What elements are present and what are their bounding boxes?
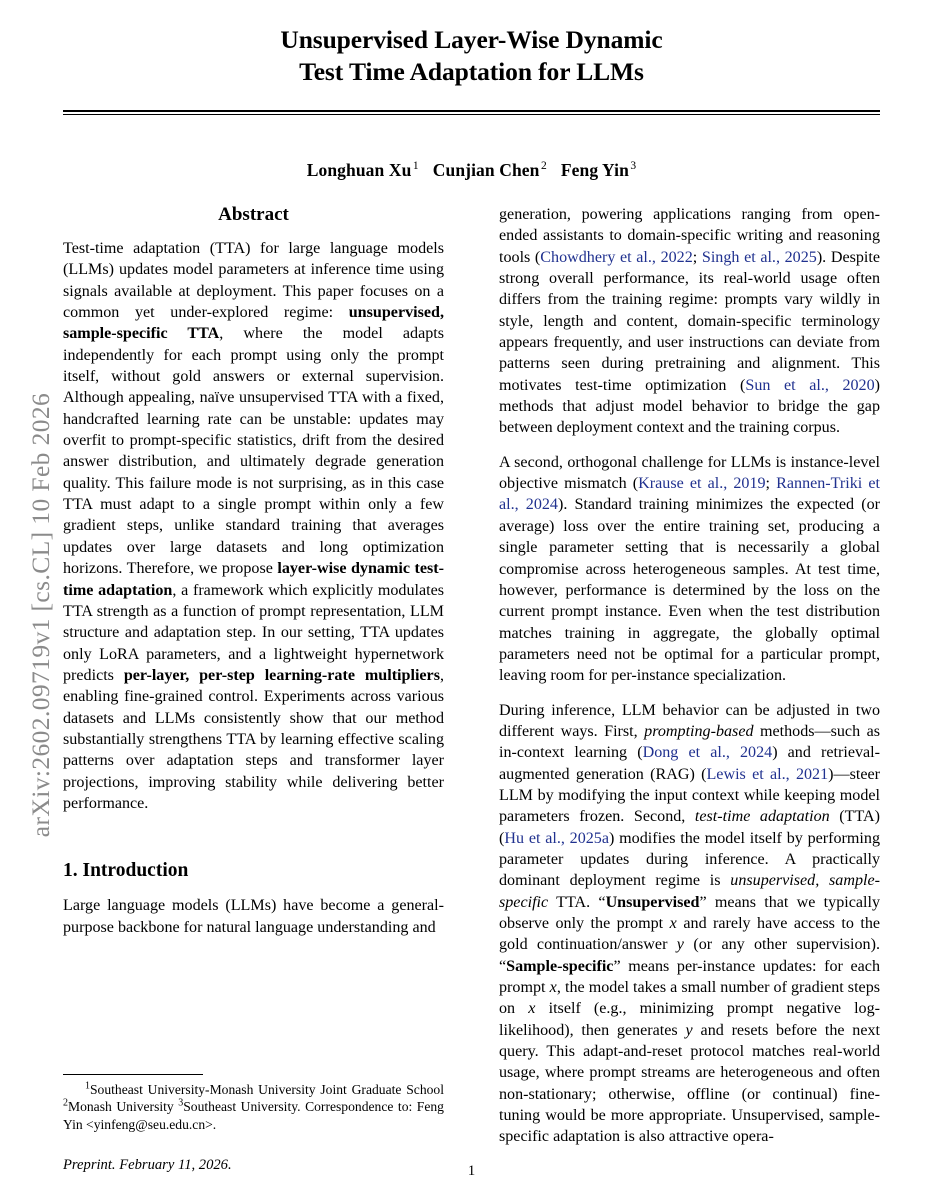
footnote-marker-2: 2 — [63, 1097, 68, 1109]
rp3-text-f: ) modifies the model itself by performing parameter updates during inference. A practically dominant deployment regime is — [499, 829, 880, 890]
introduction-paragraph-1: Large language models (LLMs) have become a general-purpose backbone for natural language understanding and — [63, 897, 444, 936]
citation-chowdhery-2022[interactable]: Chowdhery et al., 2022 — [540, 248, 693, 266]
page-title-line-2: Test Time Adaptation for LLMs — [299, 57, 644, 86]
citation-krause-2019[interactable]: Krause et al., 2019 — [638, 475, 766, 493]
italic-prompting-based: prompting-based — [644, 722, 754, 740]
author-3-name: Feng Yin — [560, 160, 629, 181]
author-2-affiliation-marker: 2 — [541, 160, 547, 173]
arxiv-identifier-stamp: arXiv:2602.09719v1 [cs.CL] 10 Feb 2026 — [26, 392, 55, 838]
rp1-text-a: generation, powering applications ranging from open-ended assistants to domain-specific writing and reasoning tools ( — [499, 206, 880, 266]
author-list — [63, 160, 880, 181]
footnote-divider-rule — [63, 1074, 203, 1075]
page-title-line-1: Unsupervised Layer-Wise Dynamic — [280, 25, 663, 54]
rp3-text-h: ” means that we typically observe only the prompt — [499, 893, 880, 932]
footnote-marker-1: 1 — [85, 1080, 90, 1092]
bold-unsupervised: Unsupervised — [605, 893, 700, 911]
rp3-text-k: ” means per-instance updates: for each prompt — [499, 957, 880, 997]
rp1-text-b: ). Despite strong overall performance, its real-world usage often differs from the training regime: prompts vary wildly in style, length and content, domain-specific terminology appears frequently, and user instructions can deviate from patterns seen during pretraining and alignment. This motivates test-time optimization ( — [499, 248, 880, 394]
math-variable-x-1: x — [669, 915, 677, 932]
title-block — [63, 0, 880, 115]
abstract-text-e: , a framework which explicitly modulates TTA strength as a function of prompt representation, LLM structure and adaptation step. In our setting, TTA updates only LoRA parameters, and a lightweight hypernetwork predicts — [63, 581, 444, 684]
footnote-affiliation-2: Monash University — [68, 1099, 179, 1115]
rp3-text-a: During inference, LLM behavior can be adjusted in two different ways. First, — [499, 701, 880, 740]
footnote-marker-3: 3 — [178, 1097, 184, 1109]
math-variable-y-2: y — [685, 1021, 693, 1039]
author-3 — [561, 160, 636, 180]
rp3-text-n: and resets before the next query. This adapt-and-reset protocol matches real-world usage, where prompt streams are heterogeneous and often non-stationary; otherwise, offline (or continual) fine-tuning would be more appropriate. Unsupervised, sample-specific adaptation is also attractive opera- — [499, 1021, 880, 1146]
citation-lewis-2021[interactable]: Lewis et al., 2021 — [706, 765, 829, 783]
rp3-text-d: )—steer LLM by modifying the input context while keeping model parameters frozen. Second, — [499, 765, 880, 826]
abstract-text-g: , enabling fine-grained control. Experiments across various datasets and LLMs consistently show that our method substantially strengthens TTA by learning effective scaling patterns over adaptation steps and transformer layer projections, improving stability while delivering better performance. — [63, 666, 444, 812]
two-column-body — [63, 204, 880, 1194]
citation-hu-2025a[interactable]: Hu et al., 2025a — [504, 829, 610, 847]
author-1-affiliation-marker: 1 — [412, 160, 419, 173]
author-1 — [307, 160, 419, 180]
rp3-text-l: , the model takes a small number of gradient steps on — [499, 979, 880, 1018]
citation-dong-2024[interactable]: Dong et al., 2024 — [642, 744, 773, 762]
bold-sample-specific: Sample-specific — [506, 957, 614, 975]
italic-unsupervised-sample-specific: unsupervised, sample-specific — [499, 872, 880, 911]
rp3-text-g: TTA. “ — [548, 893, 606, 911]
right-paragraph-3 — [499, 700, 880, 1148]
rp3-text-i: and rarely have access to the gold continuation/answer — [499, 915, 881, 954]
page-number: 1 — [467, 1163, 476, 1179]
rp1-semicolon: ; — [692, 248, 702, 266]
rp3-text-e: (TTA) ( — [499, 808, 880, 847]
left-column — [63, 204, 444, 938]
right-paragraph-1 — [499, 204, 880, 439]
section-heading-introduction: 1. Introduction — [63, 860, 189, 882]
right-column — [499, 204, 880, 1161]
rp3-text-c: ) and retrieval-augmented generation (RAG) ( — [499, 744, 880, 783]
citation-sun-2020[interactable]: Sun et al., 2020 — [745, 376, 875, 394]
abstract-text-c: , where the model adapts independently for each prompt using only the prompt itself, without gold answers or external supervision. Although appealing, naïve unsupervised TTA with a fixed, handcrafted learning rate can be unstable: updates may overfit to prompt-specific statistics, drift from the desired answer distribution, and ultimately degrade generation quality. This failure mode is not surprising, as in this case TTA must adapt to a single prompt within only a few gradient steps, unlike standard training that averages updates over large datasets and long optimization horizons. Therefore, we propose — [63, 325, 445, 578]
footnote-affiliation-1: Southeast University-Monash University Joint Graduate School — [90, 1082, 444, 1097]
footnote-affiliation-3: Southeast University. Correspondence to: Feng Yin <yinfeng@seu.edu.cn>. — [63, 1099, 444, 1132]
rp3-text-j: (or any other supervision). “ — [499, 936, 880, 975]
page-title — [63, 24, 880, 88]
abstract-bold-layer-wise-dynamic-tta: layer-wise dynamic test-time adaptation — [63, 560, 444, 599]
right-paragraph-2 — [499, 452, 880, 687]
preprint-notice: Preprint. February 11, 2026. — [63, 1157, 232, 1174]
abstract-bold-per-layer-per-step-multipliers: per-layer, per-step learning-rate multipliers — [123, 666, 440, 684]
rp2-text-b: ). Standard training minimizes the expected (or average) loss over the entire training set, producing a single parameter setting that is necessarily a global compromise across heterogeneous samples. At test time, however, performance is determined by the loss on the current prompt instance. Even when the test distribution matches training in aggregate, the globally optimal parameters need not be optimal for a particular prompt, leaving room for per-instance specialization. — [499, 496, 880, 685]
rp2-semicolon: ; — [765, 475, 777, 493]
math-variable-x-3: x — [528, 1000, 536, 1018]
paper-page — [63, 0, 880, 1200]
abstract-paragraph — [63, 238, 444, 814]
citation-singh-2025[interactable]: Singh et al., 2025 — [701, 248, 817, 266]
author-3-affiliation-marker: 3 — [630, 160, 637, 173]
author-1-name: Longhuan Xu — [306, 160, 412, 181]
rp2-text-a: A second, orthogonal challenge for LLMs is instance-level objective mismatch ( — [499, 453, 880, 493]
math-variable-x-2: x — [549, 979, 557, 997]
footnote-affiliations — [63, 1081, 444, 1133]
abstract-text-a: Test-time adaptation (TTA) for large language models (LLMs) updates model parameters at inference time using signals available at deployment. This paper focuses on a common yet under-explored regime: — [63, 240, 444, 322]
rp3-text-m: itself (e.g., minimizing prompt negative log-likelihood), then generates — [499, 1000, 880, 1039]
abstract-bold-unsupervised-sample-specific-tta: unsupervised, sample-specific TTA — [63, 304, 444, 343]
spacer — [63, 814, 444, 860]
citation-rannen-triki-2024[interactable]: Rannen-Triki et al., 2024 — [499, 475, 881, 514]
abstract-heading: Abstract — [218, 204, 289, 225]
footnote-block — [63, 1074, 444, 1174]
italic-test-time-adaptation: test-time adaptation — [694, 808, 830, 826]
math-variable-y-1: y — [676, 936, 685, 954]
author-2 — [433, 160, 547, 180]
title-divider-rule — [63, 110, 880, 115]
author-2-name: Cunjian Chen — [432, 160, 540, 181]
rp3-text-b: methods—such as in-context learning ( — [499, 722, 880, 762]
rp1-text-c: ) methods that adjust model behavior to bridge the gap between deployment context and the training corpus. — [499, 376, 881, 437]
